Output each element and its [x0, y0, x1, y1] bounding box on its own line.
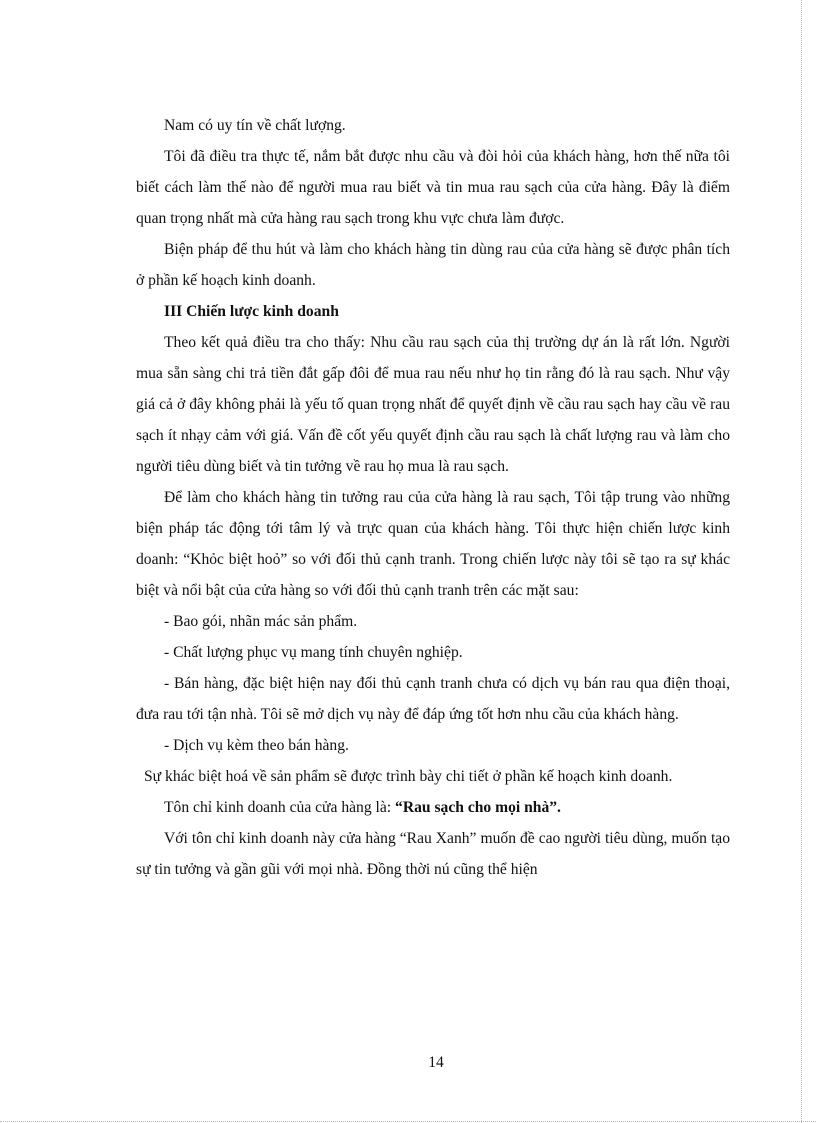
paragraph: Tôi đã điều tra thực tế, nắm bắt được nhu cầu và đòi hỏi của khách hàng, hơn thế nữa tôi biết cách làm thế nào để người mua rau biết và tin mua rau sạch của cửa hàng. Đây là điểm quan trọng nhất mà cửa hàng rau sạch trong khu vực chưa làm được. [136, 148, 730, 227]
page-number: 14 [428, 1054, 444, 1071]
paragraph: Nam có uy tín về chất lượng. [164, 117, 346, 134]
document-body [136, 110, 730, 885]
page-border-right [801, 0, 802, 1123]
paragraph: Theo kết quả điều tra cho thấy: Nhu cầu rau sạch của thị trường dự án là rất lớn. Người mua sẵn sàng chi trả tiền đắt gấp đôi để mua rau nếu như họ tin rằng đó là rau sạch. Như vậy giá cả ở đây không phải là yếu tố quan trọng nhất để quyết định về cầu rau sạch hay cầu về rau sạch ít nhạy cảm với giá. Vấn đề cốt yếu quyết định cầu rau sạch là chất lượng rau và làm cho người tiêu dùng biết và tin tưởng về rau họ mua là rau sạch. [136, 334, 730, 475]
list-item: - Bao gói, nhãn mác sản phẩm. [164, 613, 358, 630]
paragraph: Biện pháp để thu hút và làm cho khách hàng tin dùng rau của cửa hàng sẽ được phân tích ở phần kế hoạch kinh doanh. [136, 241, 730, 289]
paragraph: Với tôn chỉ kinh doanh này cửa hàng “Rau Xanh” muốn đề cao người tiêu dùng, muốn tạo sự tin tưởng và gần gũi với mọi nhà. Đồng thời nú cũng thể hiện [136, 830, 730, 878]
motto-paragraph [136, 792, 730, 823]
page-border-bottom [0, 1121, 816, 1122]
list-item: - Chất lượng phục vụ mang tính chuyên nghiệp. [164, 644, 463, 661]
paragraph: Sự khác biệt hoá về sản phẩm sẽ được trình bày chi tiết ở phần kế hoạch kinh doanh. [144, 768, 673, 785]
paragraph: Để làm cho khách hàng tin tưởng rau của cửa hàng là rau sạch, Tôi tập trung vào những biện pháp tác động tới tâm lý và trực quan của khách hàng. Tôi thực hiện chiến lược kinh doanh: “Khỏc biệt hoỏ” so với đối thủ cạnh tranh. Trong chiến lược này tôi sẽ tạo ra sự khác biệt và nổi bật của cửa hàng so với đối thủ cạnh tranh trên các mặt sau: [136, 489, 730, 599]
motto-prefix: Tôn chỉ kinh doanh của cửa hàng là: [164, 799, 396, 816]
list-item: - Bán hàng, đặc biệt hiện nay đối thủ cạnh tranh chưa có dịch vụ bán rau qua điện thoại, đưa rau tới tận nhà. Tôi sẽ mở dịch vụ này để đáp ứng tốt hơn nhu cầu của khách hàng. [136, 675, 730, 723]
motto-slogan: “Rau sạch cho mọi nhà”. [395, 799, 561, 816]
section-heading: III Chiến lược kinh doanh [164, 303, 339, 320]
list-item: - Dịch vụ kèm theo bán hàng. [164, 737, 349, 754]
